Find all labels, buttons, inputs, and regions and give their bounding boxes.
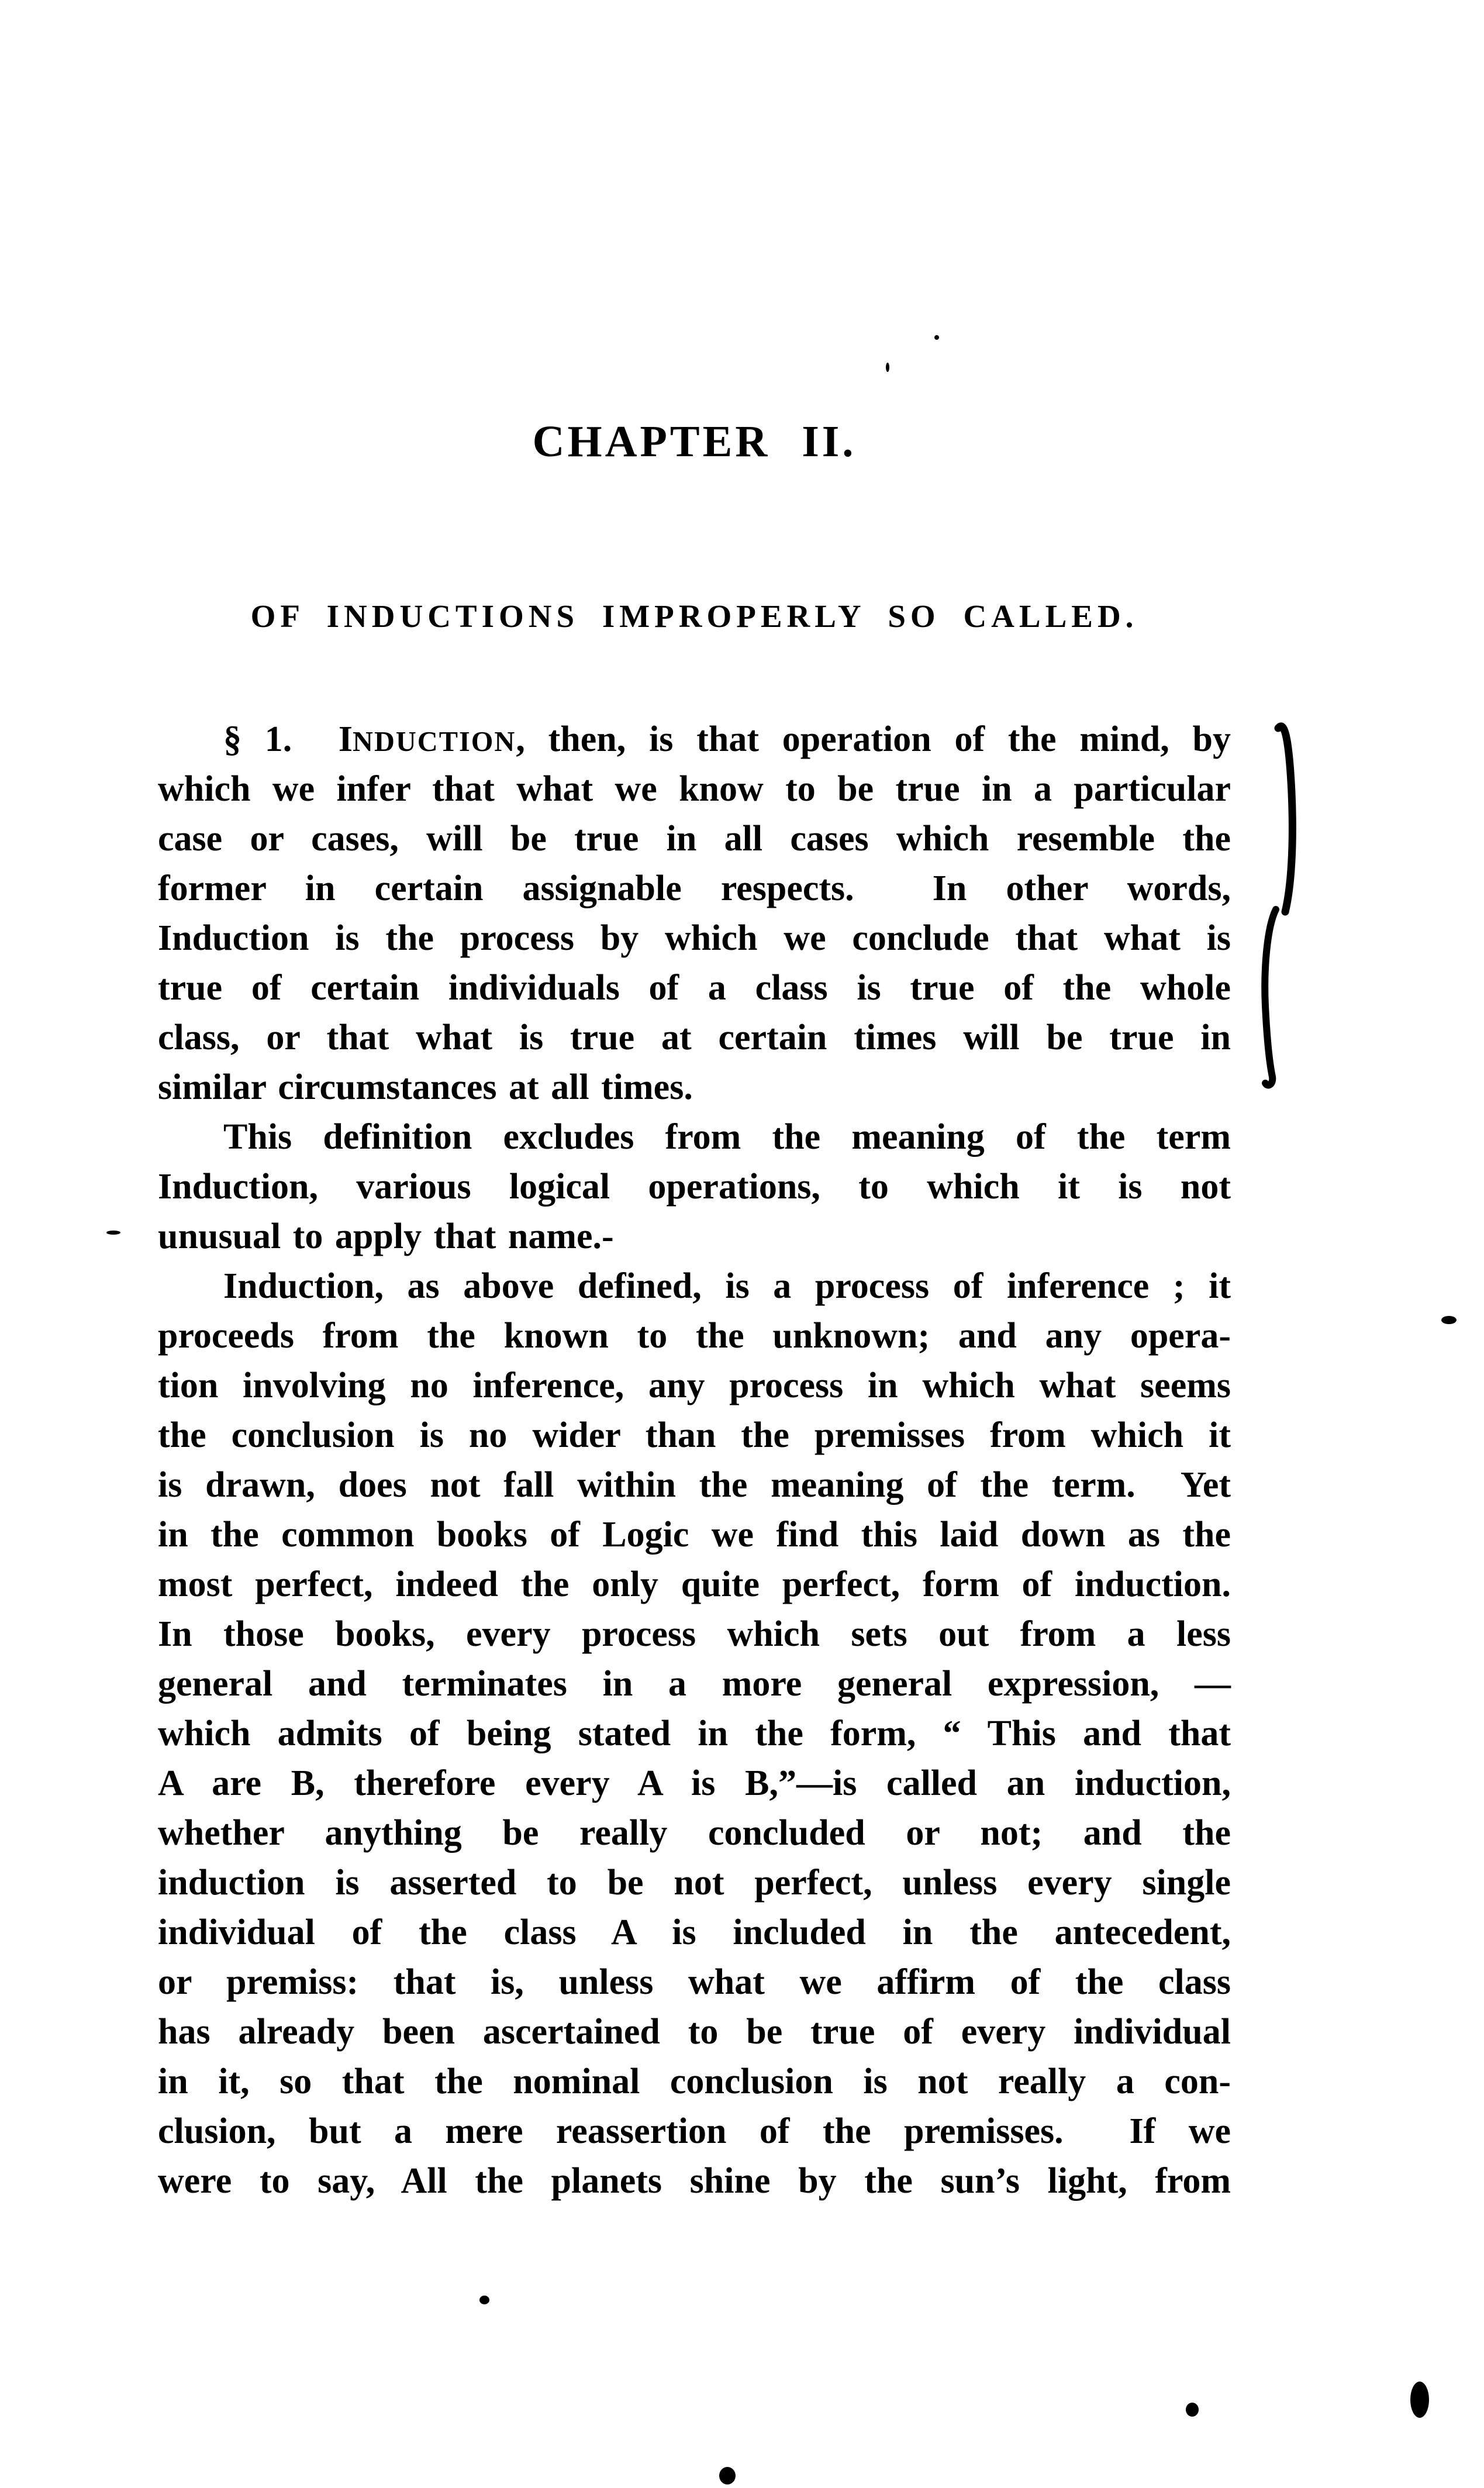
section-heading: OF INDUCTIONS IMPROPERLY SO CALLED. bbox=[250, 598, 1138, 634]
text-line-20: general and terminates in a more general expression, — bbox=[158, 1664, 1231, 1704]
text-line-23: whether anything be really concluded or not; and the bbox=[158, 1813, 1231, 1853]
text-line-5: Induction is the process by which we conclude that what is bbox=[158, 918, 1231, 958]
ink-tick-top-center bbox=[886, 363, 889, 372]
bracket-stroke-lower bbox=[1265, 909, 1276, 1085]
text-line-27: has already been ascertained to be true of every individual bbox=[158, 2012, 1231, 2052]
text-line-2: which we infer that what we know to be true in a particular bbox=[158, 769, 1231, 809]
text-line-8: similar circumstances at all times. bbox=[158, 1067, 693, 1107]
text-line-29: clusion, but a mere reassertion of the premisses. If we bbox=[158, 2111, 1231, 2151]
text-line-1 bbox=[158, 715, 1231, 764]
small-caps-word: NDUCTION bbox=[353, 726, 516, 757]
text-line-12: Induction, as above defined, is a process of inference ; it bbox=[223, 1266, 1231, 1306]
text-line-16: is drawn, does not fall within the meaning of the term. Yet bbox=[158, 1465, 1231, 1505]
ink-dot-bottom-right-small bbox=[1186, 2403, 1199, 2417]
ink-dot-lower-left bbox=[479, 2296, 489, 2304]
line-segment: , then, is that operation of the mind, by bbox=[516, 719, 1231, 759]
line-segment: § 1. I bbox=[223, 719, 353, 759]
text-line-14: tion involving no inference, any process in which what seems bbox=[158, 1366, 1231, 1405]
ink-blot-bottom-right-large bbox=[1410, 2382, 1429, 2418]
text-line-4: former in certain assignable respects. In other words, bbox=[158, 869, 1231, 908]
text-line-22: A are B, therefore every A is B,”—is called an induction, bbox=[158, 1763, 1231, 1803]
text-line-26: or premiss: that is, unless what we affirm of the class bbox=[158, 1962, 1231, 2002]
ink-dash-left-margin bbox=[106, 1231, 120, 1235]
ink-blot-right-margin bbox=[1441, 1316, 1457, 1324]
text-line-10: Induction, various logical operations, to which it is not bbox=[158, 1167, 1231, 1207]
text-line-13: proceeds from the known to the unknown; and any opera- bbox=[158, 1316, 1231, 1356]
text-line-18: most perfect, indeed the only quite perfect, form of induction. bbox=[158, 1565, 1231, 1604]
chapter-heading: CHAPTER II. bbox=[532, 417, 857, 466]
text-line-3: case or cases, will be true in all cases which resemble the bbox=[158, 819, 1231, 859]
ink-dot-bottom-center bbox=[719, 2467, 736, 2484]
body-text bbox=[158, 715, 1231, 2206]
text-line-24: induction is asserted to be not perfect, unless every single bbox=[158, 1863, 1231, 1903]
text-line-21: which admits of being stated in the form, “ This and that bbox=[158, 1714, 1231, 1753]
text-line-30: were to say, All the planets shine by the sun’s light, from bbox=[158, 2161, 1231, 2201]
text-line-7: class, or that what is true at certain times will be true in bbox=[158, 1018, 1231, 1057]
text-line-6: true of certain individuals of a class is true of the whole bbox=[158, 968, 1231, 1008]
text-line-11: unusual to apply that name.- bbox=[158, 1217, 614, 1256]
text-line-19: In those books, every process which sets out from a less bbox=[158, 1614, 1231, 1654]
bracket-stroke-upper bbox=[1278, 726, 1292, 912]
ink-speck-top-right-small bbox=[934, 335, 939, 340]
text-line-15: the conclusion is no wider than the premisses from which it bbox=[158, 1415, 1231, 1455]
text-line-9: This definition excludes from the meaning of the term bbox=[223, 1117, 1231, 1157]
margin-ink-bracket bbox=[1251, 716, 1316, 1097]
text-line-25: individual of the class A is included in the antecedent, bbox=[158, 1912, 1231, 1952]
text-line-17: in the common books of Logic we find this laid down as the bbox=[158, 1515, 1231, 1555]
text-line-28: in it, so that the nominal conclusion is not really a con- bbox=[158, 2062, 1231, 2101]
